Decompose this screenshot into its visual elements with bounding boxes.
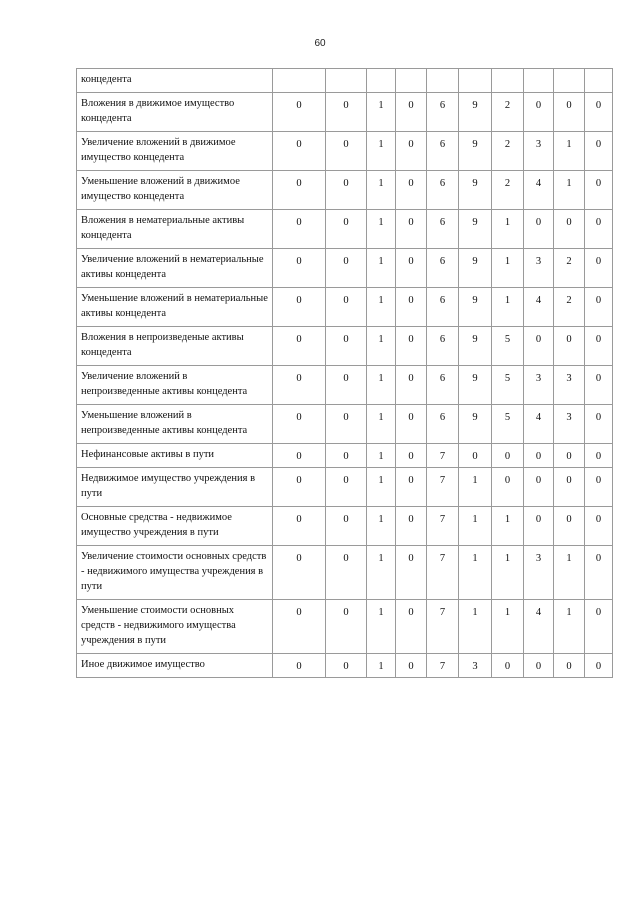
code-digit-cell: 1 xyxy=(459,507,492,546)
code-digit-cell: 0 xyxy=(396,600,427,654)
table-row xyxy=(77,69,613,93)
code-digit-cell: 1 xyxy=(367,507,396,546)
code-digit-cell: 5 xyxy=(492,327,524,366)
code-digit-cell: 3 xyxy=(524,132,554,171)
code-digit-cell: 5 xyxy=(492,405,524,444)
code-digit-cell: 6 xyxy=(427,327,459,366)
code-digit-cell: 0 xyxy=(326,210,367,249)
code-digit-cell: 0 xyxy=(273,546,326,600)
code-digit-cell: 7 xyxy=(427,444,459,468)
code-digit-cell: 9 xyxy=(459,171,492,210)
code-digit-cell: 1 xyxy=(367,249,396,288)
table-row xyxy=(77,444,613,468)
code-digit-cell: 0 xyxy=(585,210,613,249)
code-digit-cell: 0 xyxy=(585,444,613,468)
code-digit-cell: 0 xyxy=(585,171,613,210)
table-row xyxy=(77,366,613,405)
account-name-cell: Уменьшение вложений в нематериальные активы концедента xyxy=(77,288,273,327)
code-digit-cell xyxy=(367,69,396,93)
code-digit-cell: 0 xyxy=(396,366,427,405)
code-digit-cell: 0 xyxy=(326,468,367,507)
code-digit-cell: 5 xyxy=(492,366,524,405)
account-name-cell: Увеличение вложений в движимое имущество концедента xyxy=(77,132,273,171)
code-digit-cell: 9 xyxy=(459,327,492,366)
code-digit-cell: 0 xyxy=(273,249,326,288)
account-name-cell: Нефинансовые активы в пути xyxy=(77,444,273,468)
code-digit-cell: 1 xyxy=(492,546,524,600)
code-digit-cell: 0 xyxy=(524,468,554,507)
code-digit-cell: 2 xyxy=(554,288,585,327)
code-digit-cell xyxy=(554,69,585,93)
table-row xyxy=(77,507,613,546)
code-digit-cell xyxy=(459,69,492,93)
code-digit-cell: 4 xyxy=(524,171,554,210)
code-digit-cell: 1 xyxy=(367,210,396,249)
code-digit-cell: 1 xyxy=(367,654,396,678)
code-digit-cell: 7 xyxy=(427,654,459,678)
code-digit-cell: 6 xyxy=(427,249,459,288)
code-digit-cell: 1 xyxy=(492,507,524,546)
code-digit-cell: 1 xyxy=(367,327,396,366)
code-digit-cell: 3 xyxy=(554,366,585,405)
code-digit-cell: 0 xyxy=(554,507,585,546)
code-digit-cell: 9 xyxy=(459,210,492,249)
account-codes-table xyxy=(76,68,613,678)
code-digit-cell xyxy=(396,69,427,93)
account-name-cell: Иное движимое имущество xyxy=(77,654,273,678)
account-name-cell: Вложения в нематериальные активы концедента xyxy=(77,210,273,249)
table-row xyxy=(77,327,613,366)
code-digit-cell: 9 xyxy=(459,366,492,405)
account-name-cell: Недвижимое имущество учреждения в пути xyxy=(77,468,273,507)
code-digit-cell: 0 xyxy=(492,444,524,468)
code-digit-cell: 0 xyxy=(396,327,427,366)
code-digit-cell: 0 xyxy=(273,327,326,366)
code-digit-cell: 0 xyxy=(492,468,524,507)
code-digit-cell xyxy=(326,69,367,93)
code-digit-cell: 6 xyxy=(427,210,459,249)
account-name-cell: Увеличение стоимости основных средств - недвижимого имущества учреждения в пути xyxy=(77,546,273,600)
table-row xyxy=(77,546,613,600)
code-digit-cell: 0 xyxy=(554,327,585,366)
code-digit-cell: 0 xyxy=(396,405,427,444)
code-digit-cell: 0 xyxy=(273,468,326,507)
code-digit-cell: 0 xyxy=(585,132,613,171)
code-digit-cell: 4 xyxy=(524,405,554,444)
code-digit-cell: 0 xyxy=(524,444,554,468)
table-row xyxy=(77,288,613,327)
account-name-cell: Вложения в движимое имущество концедента xyxy=(77,93,273,132)
code-digit-cell: 0 xyxy=(396,468,427,507)
account-name-cell: Уменьшение стоимости основных средств - недвижимого имущества учреждения в пути xyxy=(77,600,273,654)
code-digit-cell: 0 xyxy=(524,210,554,249)
code-digit-cell: 0 xyxy=(273,171,326,210)
code-digit-cell: 1 xyxy=(367,600,396,654)
code-digit-cell: 0 xyxy=(396,132,427,171)
account-name-cell: Увеличение вложений в непроизведенные активы концедента xyxy=(77,366,273,405)
code-digit-cell: 0 xyxy=(273,507,326,546)
code-digit-cell: 0 xyxy=(585,405,613,444)
code-digit-cell: 3 xyxy=(554,405,585,444)
code-digit-cell: 0 xyxy=(585,600,613,654)
code-digit-cell: 0 xyxy=(585,546,613,600)
code-digit-cell: 1 xyxy=(492,210,524,249)
code-digit-cell: 0 xyxy=(273,444,326,468)
code-digit-cell: 1 xyxy=(367,366,396,405)
code-digit-cell: 0 xyxy=(273,132,326,171)
code-digit-cell: 0 xyxy=(492,654,524,678)
code-digit-cell: 0 xyxy=(273,288,326,327)
code-digit-cell: 9 xyxy=(459,249,492,288)
code-digit-cell: 0 xyxy=(326,546,367,600)
account-name-cell: концедента xyxy=(77,69,273,93)
code-digit-cell: 1 xyxy=(554,132,585,171)
code-digit-cell: 7 xyxy=(427,600,459,654)
code-digit-cell: 2 xyxy=(554,249,585,288)
code-digit-cell: 0 xyxy=(396,288,427,327)
code-digit-cell: 0 xyxy=(396,654,427,678)
code-digit-cell: 0 xyxy=(273,600,326,654)
code-digit-cell: 2 xyxy=(492,171,524,210)
code-digit-cell: 0 xyxy=(524,654,554,678)
code-digit-cell: 0 xyxy=(326,249,367,288)
account-name-cell: Уменьшение вложений в движимое имущество концедента xyxy=(77,171,273,210)
code-digit-cell: 0 xyxy=(554,210,585,249)
code-digit-cell: 0 xyxy=(585,507,613,546)
code-digit-cell: 0 xyxy=(326,288,367,327)
table-row xyxy=(77,132,613,171)
code-digit-cell: 0 xyxy=(396,546,427,600)
code-digit-cell: 0 xyxy=(326,507,367,546)
code-digit-cell: 1 xyxy=(554,600,585,654)
code-digit-cell xyxy=(492,69,524,93)
code-digit-cell xyxy=(427,69,459,93)
code-digit-cell: 0 xyxy=(585,93,613,132)
table-body xyxy=(77,69,613,678)
code-digit-cell: 0 xyxy=(585,288,613,327)
code-digit-cell: 9 xyxy=(459,93,492,132)
code-digit-cell: 1 xyxy=(367,444,396,468)
code-digit-cell: 6 xyxy=(427,171,459,210)
code-digit-cell: 0 xyxy=(396,210,427,249)
code-digit-cell: 6 xyxy=(427,405,459,444)
code-digit-cell: 0 xyxy=(273,210,326,249)
table-row xyxy=(77,405,613,444)
code-digit-cell: 1 xyxy=(492,249,524,288)
code-digit-cell: 1 xyxy=(459,546,492,600)
code-digit-cell: 7 xyxy=(427,468,459,507)
code-digit-cell: 6 xyxy=(427,93,459,132)
code-digit-cell: 0 xyxy=(273,366,326,405)
table-row xyxy=(77,600,613,654)
page-number: 60 xyxy=(314,38,326,49)
code-digit-cell xyxy=(273,69,326,93)
account-name-cell: Увеличение вложений в нематериальные активы концедента xyxy=(77,249,273,288)
code-digit-cell: 1 xyxy=(554,171,585,210)
code-digit-cell: 0 xyxy=(396,249,427,288)
code-digit-cell: 0 xyxy=(524,93,554,132)
code-digit-cell: 0 xyxy=(326,654,367,678)
code-digit-cell: 4 xyxy=(524,288,554,327)
code-digit-cell: 0 xyxy=(585,327,613,366)
code-digit-cell: 0 xyxy=(554,654,585,678)
table-row xyxy=(77,210,613,249)
code-digit-cell: 3 xyxy=(524,366,554,405)
table-row xyxy=(77,654,613,678)
code-digit-cell: 2 xyxy=(492,132,524,171)
code-digit-cell: 0 xyxy=(524,507,554,546)
code-digit-cell: 0 xyxy=(396,444,427,468)
table-row xyxy=(77,468,613,507)
code-digit-cell: 0 xyxy=(326,132,367,171)
code-digit-cell: 0 xyxy=(585,654,613,678)
code-digit-cell: 0 xyxy=(459,444,492,468)
code-digit-cell: 4 xyxy=(524,600,554,654)
code-digit-cell: 9 xyxy=(459,288,492,327)
code-digit-cell: 0 xyxy=(554,93,585,132)
code-digit-cell: 0 xyxy=(554,444,585,468)
code-digit-cell: 0 xyxy=(326,366,367,405)
code-digit-cell: 9 xyxy=(459,405,492,444)
code-digit-cell: 1 xyxy=(367,288,396,327)
code-digit-cell: 6 xyxy=(427,132,459,171)
code-digit-cell: 1 xyxy=(367,132,396,171)
code-digit-cell: 0 xyxy=(273,405,326,444)
code-digit-cell: 0 xyxy=(524,327,554,366)
code-digit-cell: 1 xyxy=(367,546,396,600)
code-digit-cell: 0 xyxy=(273,93,326,132)
code-digit-cell xyxy=(585,69,613,93)
code-digit-cell: 1 xyxy=(459,468,492,507)
code-digit-cell: 1 xyxy=(367,93,396,132)
code-digit-cell: 0 xyxy=(554,468,585,507)
table-row xyxy=(77,249,613,288)
code-digit-cell: 0 xyxy=(326,171,367,210)
code-digit-cell: 3 xyxy=(524,249,554,288)
code-digit-cell: 1 xyxy=(492,600,524,654)
code-digit-cell: 0 xyxy=(273,654,326,678)
code-digit-cell: 1 xyxy=(367,405,396,444)
code-digit-cell: 6 xyxy=(427,288,459,327)
code-digit-cell: 0 xyxy=(326,444,367,468)
code-digit-cell: 0 xyxy=(326,405,367,444)
code-digit-cell: 0 xyxy=(326,93,367,132)
code-digit-cell: 9 xyxy=(459,132,492,171)
code-digit-cell: 0 xyxy=(326,600,367,654)
account-name-cell: Уменьшение вложений в непроизведенные активы концедента xyxy=(77,405,273,444)
code-digit-cell: 0 xyxy=(585,249,613,288)
code-digit-cell: 6 xyxy=(427,366,459,405)
code-digit-cell: 1 xyxy=(367,171,396,210)
code-digit-cell xyxy=(524,69,554,93)
code-digit-cell: 7 xyxy=(427,546,459,600)
code-digit-cell: 0 xyxy=(396,171,427,210)
code-digit-cell: 7 xyxy=(427,507,459,546)
code-digit-cell: 3 xyxy=(524,546,554,600)
account-name-cell: Вложения в непроизведеные активы концедента xyxy=(77,327,273,366)
code-digit-cell: 3 xyxy=(459,654,492,678)
code-digit-cell: 1 xyxy=(459,600,492,654)
code-digit-cell: 1 xyxy=(554,546,585,600)
code-digit-cell: 0 xyxy=(326,327,367,366)
code-digit-cell: 0 xyxy=(396,507,427,546)
code-digit-cell: 0 xyxy=(585,366,613,405)
code-digit-cell: 1 xyxy=(367,468,396,507)
code-digit-cell: 0 xyxy=(396,93,427,132)
account-name-cell: Основные средства - недвижимое имущество учреждения в пути xyxy=(77,507,273,546)
code-digit-cell: 2 xyxy=(492,93,524,132)
table-row xyxy=(77,93,613,132)
code-digit-cell: 0 xyxy=(585,468,613,507)
code-digit-cell: 1 xyxy=(492,288,524,327)
table-row xyxy=(77,171,613,210)
